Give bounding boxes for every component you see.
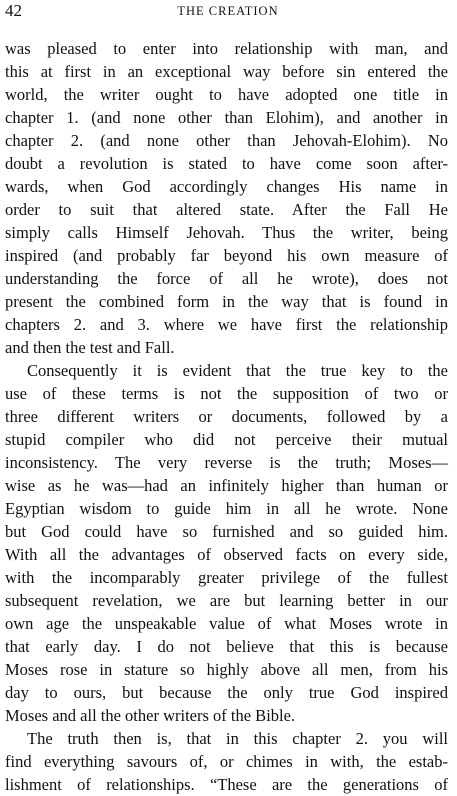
text-line: wards, when God accordingly changes His name in — [5, 177, 448, 196]
text-line: day to ours, but because the only true God inspired — [5, 683, 448, 702]
text-line: wise as he was—had an infinitely higher than human or — [5, 476, 448, 495]
text-line: that early day. I do not believe that this is because — [5, 637, 448, 656]
text-line: subsequent revelation, we are but learning better in our — [5, 591, 448, 610]
text-line: but God could have so furnished and so guided him. — [5, 522, 448, 541]
text-line: use of these terms is not the supposition of two or — [5, 384, 448, 403]
text-line: Consequently it is evident that the true key to the — [27, 361, 448, 380]
body-text — [5, 37, 448, 796]
text-line: three different writers or documents, followed by a — [5, 407, 448, 426]
text-line: understanding the force of all he wrote), does not — [5, 269, 448, 288]
text-line: this at first in an exceptional way before sin entered the — [5, 62, 448, 81]
text-line: chapters 2. and 3. where we have first the relationship — [5, 315, 448, 334]
text-line: own age the unspeakable value of what Moses wrote in — [5, 614, 448, 633]
text-line: With all the advantages of observed facts on every side, — [5, 545, 448, 564]
text-line: inconsistency. The very reverse is the truth; Moses— — [5, 453, 448, 472]
text-line: lishment of relationships. “These are the generations of — [5, 775, 448, 794]
text-line: Moses and all the other writers of the Bible. — [5, 706, 296, 725]
running-title: THE CREATION — [177, 4, 279, 18]
text-line: present the combined form in the way that is found in — [5, 292, 448, 311]
page-header — [5, 0, 451, 24]
text-line: Moses rose in stature so highly above all men, from his — [5, 660, 448, 679]
text-line: with the incomparably greater privilege of the fullest — [5, 568, 448, 587]
text-line: Egyptian wisdom to guide him in all he wrote. None — [5, 499, 448, 518]
text-line: The truth then is, that in this chapter 2. you will — [27, 729, 448, 748]
page-number: 42 — [5, 1, 22, 20]
text-line: doubt a revolution is stated to have come soon after- — [5, 154, 448, 173]
text-line: chapter 1. (and none other than Elohim), and another in — [5, 108, 448, 127]
text-line: chapter 2. (and none other than Jehovah-Elohim). No — [5, 131, 448, 150]
text-line: world, the writer ought to have adopted one title in — [5, 85, 448, 104]
text-line: stupid compiler who did not perceive their mutual — [5, 430, 448, 449]
text-line: find everything savours of, or chimes in with, the estab- — [5, 752, 448, 771]
text-line: and then the test and Fall. — [5, 338, 175, 357]
text-line: order to suit that altered state. After the Fall He — [5, 200, 448, 219]
text-line: inspired (and probably far beyond his own measure of — [5, 246, 448, 265]
text-line: simply calls Himself Jehovah. Thus the writer, being — [5, 223, 448, 242]
text-line: was pleased to enter into relationship with man, and — [5, 39, 448, 58]
